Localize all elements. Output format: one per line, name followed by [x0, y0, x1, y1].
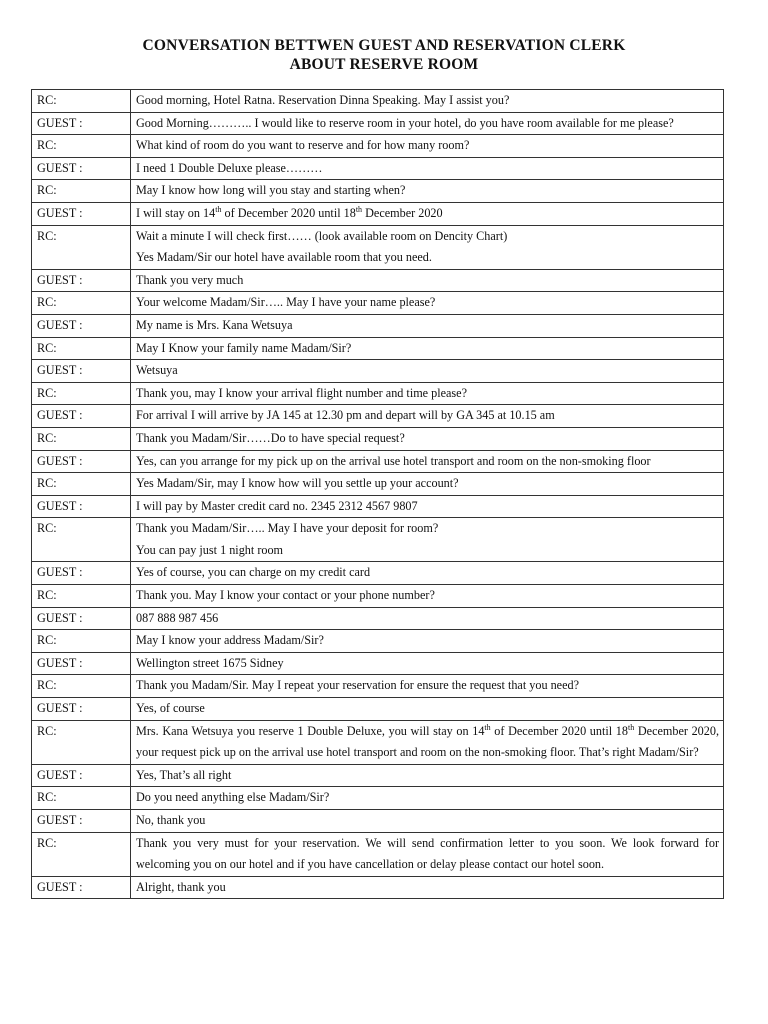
conversation-table [31, 89, 724, 899]
conversation-row [32, 269, 724, 292]
utterance-segment: December 2020, your request pick up on the arrival use hotel transport and room on the non-smoking floor. That’s right Madam/Sir? [136, 723, 719, 760]
utterance-text [131, 292, 724, 315]
speaker-label: GUEST : [32, 562, 131, 585]
utterance-line: Good Morning……….. I would like to reserve room in your hotel, do you have room available for me please? [136, 115, 674, 130]
conversation-row [32, 450, 724, 473]
utterance-line: Thank you very much [136, 272, 244, 287]
utterance-text [131, 269, 724, 292]
title-line-2: ABOUT RESERVE ROOM [289, 56, 479, 73]
utterance-line: Wetsuya [136, 363, 178, 378]
utterance-line: Alright, thank you [136, 879, 226, 894]
utterance-segment: of December 2020 until 18 [490, 723, 628, 738]
utterance-text [131, 202, 724, 225]
utterance-line: For arrival I will arrive by JA 145 at 12.30 pm and depart will by GA 345 at 10.15 am [136, 408, 555, 423]
utterance-line: Thank you Madam/Sir……Do to have special request? [136, 430, 405, 445]
speaker-label: GUEST : [32, 202, 131, 225]
speaker-label: GUEST : [32, 405, 131, 428]
utterance-line: May I Know your family name Madam/Sir? [136, 340, 352, 355]
conversation-row [32, 473, 724, 496]
conversation-row [32, 225, 724, 269]
utterance-text [131, 90, 724, 113]
conversation-row [32, 698, 724, 721]
utterance-line: Do you need anything else Madam/Sir? [136, 790, 330, 805]
utterance-text [131, 675, 724, 698]
ordinal-suffix: th [355, 204, 363, 214]
conversation-row [32, 90, 724, 113]
utterance-line: Yes Madam/Sir, may I know how will you settle up your account? [136, 476, 459, 491]
speaker-label: RC: [32, 292, 131, 315]
conversation-row [32, 292, 724, 315]
utterance-text [131, 876, 724, 899]
utterance-line [136, 721, 719, 764]
conversation-row [32, 157, 724, 180]
utterance-text [131, 473, 724, 496]
speaker-label: GUEST : [32, 157, 131, 180]
conversation-row [32, 720, 724, 764]
speaker-label: RC: [32, 473, 131, 496]
utterance-line: No, thank you [136, 813, 206, 827]
utterance-segment: December 2020 [362, 205, 443, 220]
utterance-segment: I will stay on 14 [136, 205, 216, 220]
speaker-label: GUEST : [32, 360, 131, 383]
utterance-line: Thank you very must for your reservation. We will send confirmation letter to you soon. We look forward for welcoming you on our hotel and if you have cancellation or delay please contact our hotel soon. [136, 835, 719, 872]
utterance-text [131, 314, 724, 337]
utterance-line: Thank you Madam/Sir. May I repeat your reservation for ensure the request that you need? [136, 678, 580, 693]
utterance-text [131, 427, 724, 450]
utterance-line: Yes, That’s all right [136, 767, 232, 782]
utterance-line: May I know your address Madam/Sir? [136, 633, 324, 648]
utterance-line: Wellington street 1675 Sidney [136, 655, 284, 670]
conversation-row [32, 202, 724, 225]
speaker-label: GUEST : [32, 450, 131, 473]
speaker-label: GUEST : [32, 764, 131, 787]
conversation-row [32, 876, 724, 899]
ordinal-suffix: th [484, 722, 491, 732]
utterance-text [131, 495, 724, 518]
utterance-text [131, 225, 724, 269]
utterance-line [136, 203, 719, 225]
utterance-line: Thank you Madam/Sir….. May I have your deposit for room? [136, 521, 439, 536]
conversation-row [32, 607, 724, 630]
utterance-text [131, 810, 724, 833]
utterance-text [131, 518, 724, 562]
utterance-line: Yes, of course [136, 701, 205, 716]
speaker-label: GUEST : [32, 652, 131, 675]
speaker-label: RC: [32, 382, 131, 405]
conversation-row [32, 405, 724, 428]
utterance-text [131, 450, 724, 473]
speaker-label: GUEST : [32, 495, 131, 518]
conversation-row [32, 652, 724, 675]
utterance-text [131, 832, 724, 876]
conversation-row [32, 562, 724, 585]
utterance-line: You can pay just 1 night room [136, 542, 284, 557]
conversation-row [32, 180, 724, 203]
speaker-label: RC: [32, 90, 131, 113]
conversation-row [32, 427, 724, 450]
utterance-text [131, 562, 724, 585]
speaker-label: RC: [32, 427, 131, 450]
speaker-label: RC: [32, 225, 131, 269]
utterance-text [131, 720, 724, 764]
utterance-line: My name is Mrs. Kana Wetsuya [136, 317, 293, 332]
speaker-label: RC: [32, 337, 131, 360]
conversation-row [32, 337, 724, 360]
utterance-text [131, 180, 724, 203]
speaker-label: RC: [32, 787, 131, 810]
conversation-row [32, 675, 724, 698]
speaker-label: GUEST : [32, 314, 131, 337]
utterance-line: 087 888 987 456 [136, 610, 219, 625]
utterance-text [131, 630, 724, 653]
utterance-text [131, 405, 724, 428]
speaker-label: RC: [32, 135, 131, 158]
speaker-label: RC: [32, 180, 131, 203]
conversation-row [32, 764, 724, 787]
speaker-label: RC: [32, 675, 131, 698]
conversation-row [32, 495, 724, 518]
utterance-text [131, 112, 724, 135]
utterance-line: I need 1 Double Deluxe please……… [136, 160, 323, 175]
conversation-row [32, 585, 724, 608]
utterance-text [131, 764, 724, 787]
conversation-row [32, 112, 724, 135]
utterance-text [131, 135, 724, 158]
speaker-label: RC: [32, 518, 131, 562]
title-line-1: CONVERSATION BETTWEN GUEST AND RESERVATION CLERK [142, 37, 626, 54]
utterance-text [131, 787, 724, 810]
conversation-row [32, 135, 724, 158]
conversation-row [32, 630, 724, 653]
utterance-line: Your welcome Madam/Sir….. May I have your name please? [136, 295, 436, 310]
utterance-line: Yes of course, you can charge on my credit card [136, 565, 371, 580]
utterance-segment: Mrs. Kana Wetsuya you reserve 1 Double Deluxe, you will stay on 14 [136, 723, 485, 738]
conversation-row [32, 360, 724, 383]
ordinal-suffix: th [627, 722, 635, 732]
utterance-segment: of December 2020 until 18 [221, 205, 356, 220]
document-title [0, 36, 768, 74]
utterance-text [131, 360, 724, 383]
conversation-row [32, 314, 724, 337]
utterance-text [131, 585, 724, 608]
utterance-text [131, 382, 724, 405]
utterance-line: I will pay by Master credit card no. 2345 2312 4567 9807 [136, 498, 418, 513]
speaker-label: GUEST : [32, 698, 131, 721]
speaker-label: GUEST : [32, 112, 131, 135]
conversation-row [32, 810, 724, 833]
speaker-label: GUEST : [32, 607, 131, 630]
speaker-label: GUEST : [32, 876, 131, 899]
speaker-label: RC: [32, 720, 131, 764]
utterance-text [131, 607, 724, 630]
speaker-label: RC: [32, 630, 131, 653]
conversation-row [32, 518, 724, 562]
utterance-line: Wait a minute I will check first…… (look available room on Dencity Chart) [136, 228, 508, 243]
speaker-label: RC: [32, 585, 131, 608]
utterance-text [131, 337, 724, 360]
utterance-line: What kind of room do you want to reserve and for how many room? [136, 138, 470, 153]
conversation-row [32, 382, 724, 405]
utterance-line: Thank you, may I know your arrival flight number and time please? [136, 385, 467, 400]
utterance-line: May I know how long will you stay and starting when? [136, 183, 406, 198]
utterance-text [131, 157, 724, 180]
utterance-line: Good morning, Hotel Ratna. Reservation Dinna Speaking. May I assist you? [136, 93, 510, 107]
speaker-label: GUEST : [32, 269, 131, 292]
utterance-line: Thank you. May I know your contact or your phone number? [136, 588, 435, 603]
utterance-line: Yes, can you arrange for my pick up on the arrival use hotel transport and room on the non-smoking floor [136, 453, 651, 468]
speaker-label: RC: [32, 832, 131, 876]
utterance-text [131, 698, 724, 721]
utterance-line: Yes Madam/Sir our hotel have available room that you need. [136, 250, 432, 265]
conversation-row [32, 832, 724, 876]
utterance-text [131, 652, 724, 675]
conversation-row [32, 787, 724, 810]
speaker-label: GUEST : [32, 810, 131, 833]
ordinal-suffix: th [215, 204, 222, 214]
